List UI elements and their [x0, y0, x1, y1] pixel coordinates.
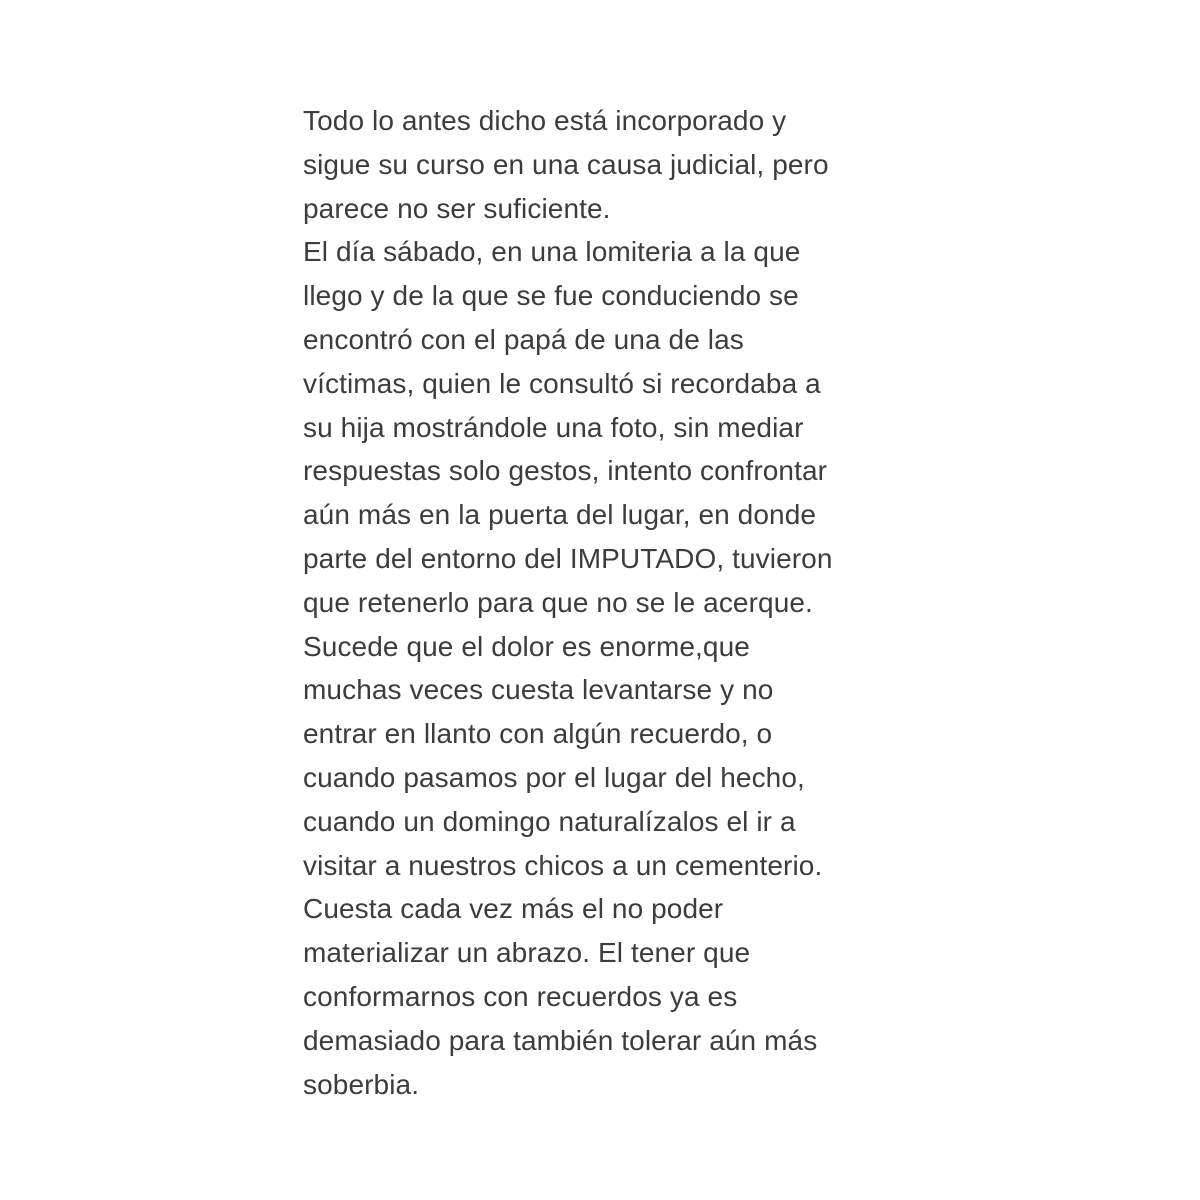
note-line: llego y de la que se fue conduciendo se [303, 280, 799, 312]
note-line: cuando un domingo naturalízalos el ir a [303, 805, 796, 837]
note-line: demasiado para también tolerar aún más [303, 1024, 818, 1056]
note-line: El día sábado, en una lomiteria a la que [303, 236, 801, 268]
note-line: parte del entorno del IMPUTADO, tuvieron [303, 542, 833, 574]
note-line: encontró con el papá de una de las [303, 323, 744, 355]
note-line: aún más en la puerta del lugar, en donde [303, 499, 817, 531]
note-line: soberbia. [303, 1068, 420, 1100]
note-line: conformarnos con recuerdos ya es [303, 980, 738, 1012]
note-line: Todo lo antes dicho está incorporado y [303, 105, 787, 136]
note-line: sigue su curso en una causa judicial, pero [303, 148, 829, 180]
note-line: muchas veces cuesta levantarse y no [303, 674, 774, 706]
note-body [303, 99, 903, 1100]
note-text-view[interactable] [303, 72, 903, 1100]
note-line: víctimas, quien le consultó si recordaba a [303, 367, 821, 399]
note-line: cuando pasamos por el lugar del hecho, [303, 761, 805, 793]
note-line: respuestas solo gestos, intento confrontar [303, 455, 828, 487]
note-line: entrar en llanto con algún recuerdo, o [303, 718, 773, 750]
note-line: visitar a nuestros chicos a un cementerio. [303, 849, 823, 881]
note-line: Sucede que el dolor es enorme,que [303, 630, 750, 662]
note-line: Cuesta cada vez más el no poder [303, 893, 724, 925]
note-line: su hija mostrándole una foto, sin mediar [303, 411, 804, 443]
note-line: parece no ser suficiente. [303, 192, 611, 224]
note-line: materializar un abrazo. El tener que [303, 937, 751, 969]
note-line: que retenerlo para que no se le acerque. [303, 586, 813, 618]
